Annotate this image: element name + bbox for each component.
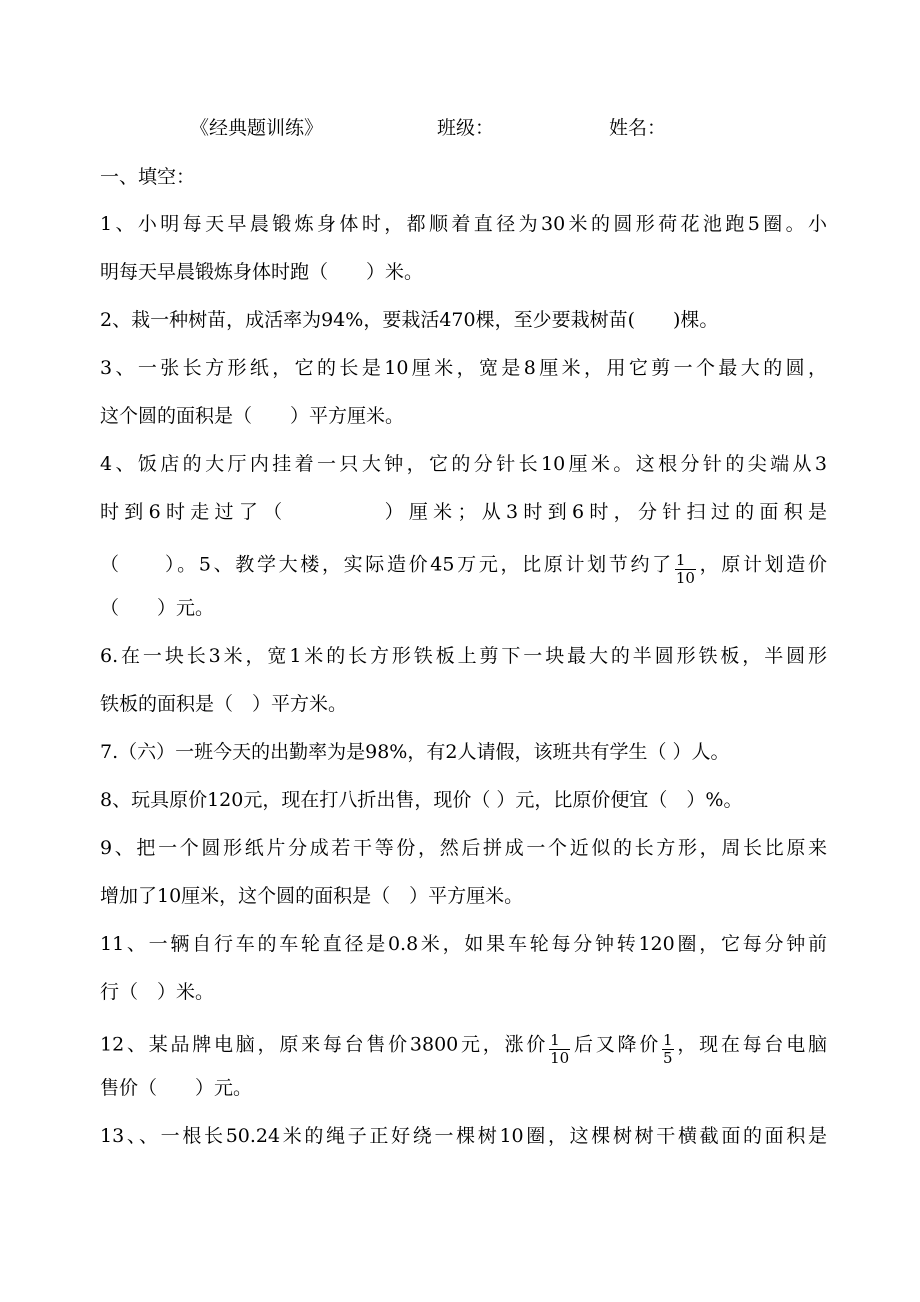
question-line — [100, 596, 827, 620]
question-line — [100, 788, 827, 812]
class-label: 班级： — [437, 117, 495, 139]
text-segment: 一、填空： — [100, 166, 196, 188]
question-line — [100, 836, 827, 860]
text-segment: 2、栽一种树苗，成活率为94%，要栽活470棵，至少要栽树苗( )棵。 — [100, 309, 719, 331]
text-segment: 售价（ ）元。 — [100, 1077, 253, 1099]
question-line — [100, 1076, 827, 1100]
fraction-denominator: 5 — [663, 1049, 673, 1067]
question-line — [100, 740, 827, 764]
fraction — [675, 552, 696, 587]
question-line — [100, 1124, 827, 1148]
question-line — [100, 452, 827, 476]
text-segment: 4、饭店的大厅内挂着一只大钟，它的分针长10厘米。这根分针的尖端从3 — [100, 453, 827, 475]
text-segment: （ ）元。 — [100, 597, 215, 619]
question-line — [100, 260, 827, 284]
text-segment: 11、一辆自行车的车轮直径是0.8米，如果车轮每分钟转120圈，它每分钟前 — [100, 933, 827, 955]
question-line — [100, 212, 827, 236]
text-segment: 明每天早晨锻炼身体时跑（ ）米。 — [100, 261, 424, 283]
text-segment: 12、某品牌电脑，原来每台售价3800元，涨价 — [100, 1033, 549, 1056]
question-line — [100, 404, 827, 428]
fraction-denominator: 10 — [675, 569, 695, 587]
fraction — [662, 1032, 674, 1067]
text-segment: （ ）。5、教学大楼，实际造价45万元，比原计划节约了 — [100, 553, 674, 576]
text-segment: 9、把一个圆形纸片分成若干等份，然后拼成一个近似的长方形，周长比原来 — [100, 837, 827, 859]
fraction-numerator: 1 — [675, 552, 696, 570]
text-segment: 6.在一块长3米，宽1米的长方形铁板上剪下一块最大的半圆形铁板，半圆形 — [100, 645, 827, 667]
question-line — [100, 884, 827, 908]
text-segment: 后又降价 — [571, 1033, 662, 1056]
section-heading — [100, 165, 827, 189]
fraction-numerator: 1 — [663, 1031, 673, 1049]
fraction — [549, 1032, 570, 1067]
text-segment: 行（ ）米。 — [100, 981, 215, 1003]
text-segment: 8、玩具原价120元，现在打八折出售，现价（ ）元，比原价便宜（ ）%。 — [100, 789, 743, 811]
text-segment: 这个圆的面积是（ ）平方厘米。 — [100, 405, 405, 427]
fraction-denominator: 10 — [550, 1049, 570, 1067]
name-label: 姓名： — [609, 117, 667, 139]
question-line — [100, 1028, 827, 1067]
question-line — [100, 500, 827, 524]
text-segment: ，现在每台电脑 — [674, 1033, 827, 1056]
question-line — [100, 980, 827, 1004]
fraction-numerator: 1 — [549, 1032, 570, 1050]
question-line — [100, 644, 827, 668]
question-line — [100, 356, 827, 380]
text-segment: 13、、一根长50.24米的绳子正好绕一棵树10圈，这棵树树干横截面的面积是 — [100, 1125, 827, 1147]
question-line — [100, 932, 827, 956]
text-segment: ，原计划造价 — [696, 553, 827, 576]
question-line — [100, 548, 827, 587]
text-segment: 铁板的面积是（ ）平方米。 — [100, 693, 348, 715]
text-segment: 增加了10厘米，这个圆的面积是（ ）平方厘米。 — [100, 885, 524, 907]
text-segment: 1、小明每天早晨锻炼身体时，都顺着直径为30米的圆形荷花池跑5圈。小 — [100, 213, 827, 235]
text-segment: 7.（六）一班今天的出勤率为是98%，有2人请假，该班共有学生（ ）人。 — [100, 741, 730, 763]
text-segment: 时到6时走过了（ ）厘米；从3时到6时，分针扫过的面积是 — [100, 501, 827, 523]
question-line — [100, 692, 827, 716]
text-segment: 3、一张长方形纸，它的长是10厘米，宽是8厘米，用它剪一个最大的圆， — [100, 357, 827, 379]
question-line — [100, 308, 827, 332]
worksheet-title: 《经典题训练》 — [190, 117, 324, 139]
